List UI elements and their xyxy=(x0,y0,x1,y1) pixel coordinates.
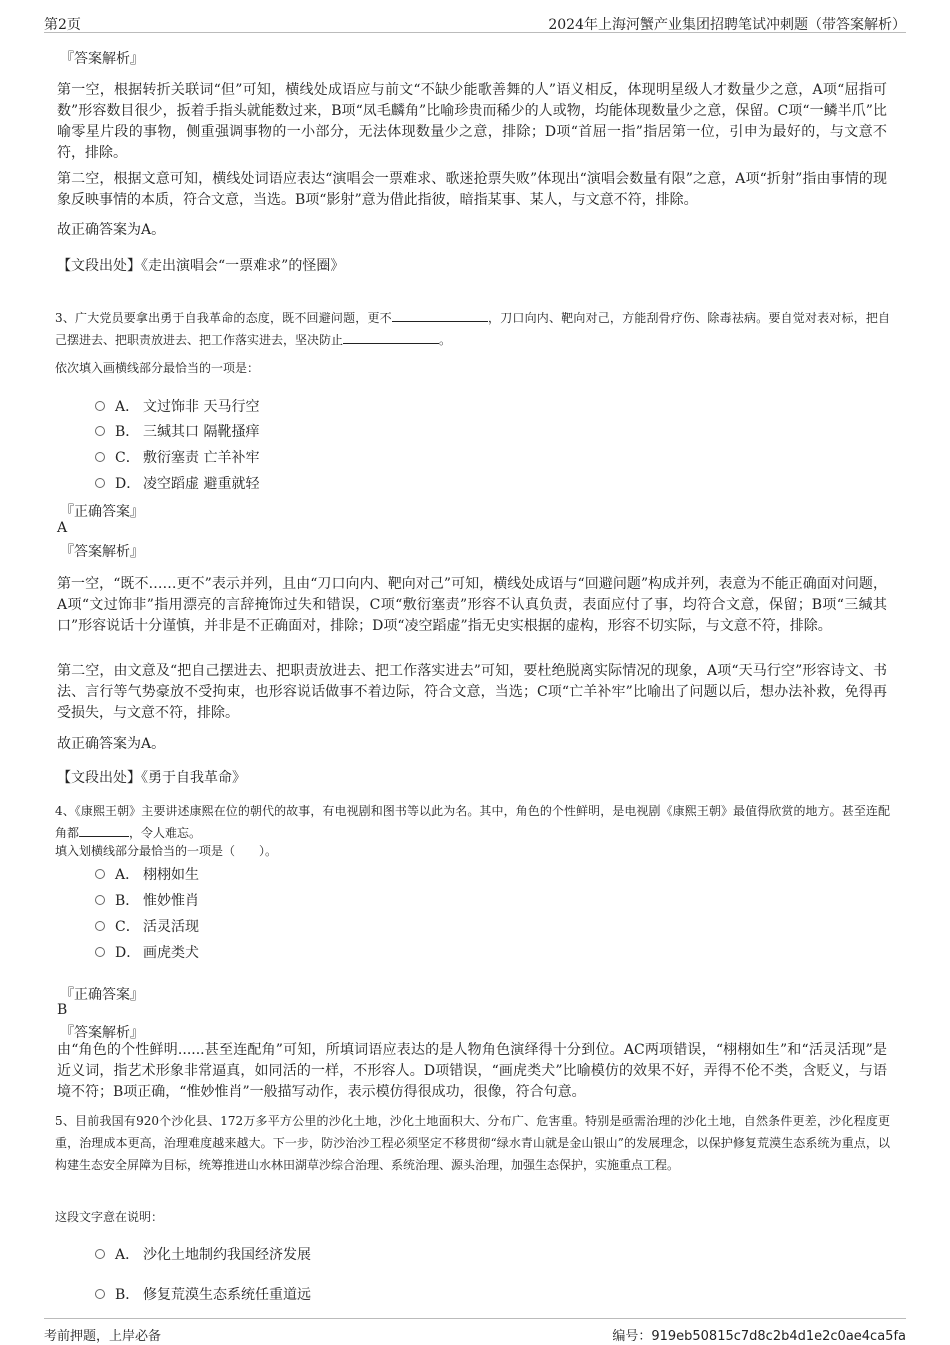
q3-instruction: 依次填入画横线部分最恰当的一项是： xyxy=(55,361,260,375)
q3-analysis-label: 『答案解析』 xyxy=(60,544,144,560)
footer-slogan: 考前押题，上岸必备 xyxy=(44,1329,162,1344)
q2-source: 【文段出处】《走出演唱会“一票难求”的怪圈》 xyxy=(57,258,345,274)
q4-option-c[interactable]: C． 活灵活现 xyxy=(95,916,199,936)
q3-option-a[interactable]: A． 文过饰非 天马行空 xyxy=(95,396,259,416)
q3-analysis-p1: 第一空，“既不……更不”表示并列，且由“刀口向内、靶向对己”可知，横线处成语与“回避问题”构成并列，表意为不能正确面对问题，A项“文过饰非”指用漂亮的言辞掩饰过失和错误，C项“敷衍塞责”形容不认真负责，表面应付了事，均符合文意，保留；B项“三缄其口”形容说话十分谨慎，并非是不正确面对，排除；D项“凌空蹈虚”指无史实根据的虚构，形容不切实际，与文意不符，排除。 xyxy=(57,576,887,634)
q3-blank-2 xyxy=(343,343,439,344)
radio-icon[interactable] xyxy=(95,869,105,879)
q4-stem: 4、《康熙王朝》主要讲述康熙在位的朝代的故事，有电视剧和图书等以此为名。其中，角色的个性鲜明，是电视剧《康熙王朝》最值得欣赏的地方。甚至连配角都 ，令人难忘。 xyxy=(55,804,890,840)
q4-analysis-label: 『答案解析』 xyxy=(60,1025,144,1041)
q4-blank xyxy=(79,836,129,837)
radio-icon[interactable] xyxy=(95,895,105,905)
q4-option-b[interactable]: B． 惟妙惟肖 xyxy=(95,890,199,910)
q4-analysis-p1: 由“角色的个性鲜明......甚至连配角”可知，所填词语应表达的是人物角色演绎得十分到位。AC两项错误，“栩栩如生”和“活灵活现”是近义词，指艺术形象非常逼真，如同活的一样，不形容人。D项错误，“画虎类犬”比喻模仿的效果不好，弄得不伦不类，含贬义，与语境不符；B项正确，“惟妙惟肖”一般描写动作，表示模仿得很成功，很像，符合句意。 xyxy=(57,1042,887,1100)
radio-icon[interactable] xyxy=(95,1249,105,1259)
q3-conclusion: 故正确答案为A。 xyxy=(57,736,166,752)
radio-icon[interactable] xyxy=(95,478,105,488)
radio-icon[interactable] xyxy=(95,426,105,436)
q3-analysis-p2: 第二空，由文意及“把自己摆进去、把职责放进去、把工作落实进去”可知，要杜绝脱离实际情况的现象，A项“天马行空”形容诗文、书法、言行等气势豪放不受拘束，也形容说话做事不着边际，符合文意，当选；C项“亡羊补牢”比喻出了问题以后，想办法补救，免得再受损失，与文意不符，排除。 xyxy=(57,663,887,721)
radio-icon[interactable] xyxy=(95,452,105,462)
q3-option-b[interactable]: B． 三缄其口 隔靴搔痒 xyxy=(95,421,259,441)
q4-instruction: 填入划横线部分最恰当的一项是（ ）。 xyxy=(55,844,278,858)
q3-answer-label: 『正确答案』 xyxy=(60,504,144,520)
q3-option-d[interactable]: D． 凌空蹈虚 避重就轻 xyxy=(95,473,259,493)
q4-option-a[interactable]: A． 栩栩如生 xyxy=(95,864,199,884)
page-number: 第2页 xyxy=(44,17,81,33)
page-header xyxy=(44,0,906,33)
document-id: 编号：919eb50815c7d8c2b4d1e2c0ae4ca5fa xyxy=(612,1329,906,1344)
q5-option-a[interactable]: A． 沙化土地制约我国经济发展 xyxy=(95,1244,311,1264)
q3-option-c[interactable]: C． 敷衍塞责 亡羊补牢 xyxy=(95,447,259,467)
page-footer xyxy=(44,1318,906,1345)
q2-analysis-p2: 第二空，根据文意可知，横线处词语应表达“演唱会一票难求、歌迷抢票失败”体现出“演唱会数量有限”之意，A项“折射”指由事情的现象反映事情的本质，符合文意，当选。B项“影射”意为借此指彼，暗指某事、某人，与文意不符，排除。 xyxy=(57,171,887,208)
q5-stem: 5、目前我国有920个沙化县、172万多平方公里的沙化土地，沙化土地面积大、分布广、危害重。特别是亟需治理的沙化土地，自然条件更差，沙化程度更重，治理成本更高，治理难度越来越大。下一步，防沙治沙工程必须坚定不移贯彻“绿水青山就是金山银山”的发展理念，以保护修复荒漠生态系统为重点，以构建生态安全屏障为目标，统筹推进山水林田湖草沙综合治理、系统治理、源头治理，加强生态保护，实施重点工程。 xyxy=(55,1114,890,1172)
q4-option-d[interactable]: D． 画虎类犬 xyxy=(95,942,199,962)
radio-icon[interactable] xyxy=(95,947,105,957)
q4-answer-label: 『正确答案』 xyxy=(60,987,144,1003)
q5-option-b[interactable]: B． 修复荒漠生态系统任重道远 xyxy=(95,1284,311,1304)
q3-blank-1 xyxy=(392,321,488,322)
q2-analysis-p1: 第一空，根据转折关联词“但”可知，横线处成语应与前文“不缺少能歌善舞的人”语义相反，体现明星级人才数量少之意，A项“屈指可数”形容数目很少，扳着手指头就能数过来，B项“凤毛麟角”比喻珍贵而稀少的人或物，均能体现数量少之意，保留。C项“一鳞半爪”比喻零星片段的事物，侧重强调事物的一小部分，无法体现数量少之意，排除；D项“首屈一指”指居第一位，引申为最好的，与文意不符，排除。 xyxy=(57,82,887,161)
document-title: 2024年上海河蟹产业集团招聘笔试冲刺题（带答案解析） xyxy=(548,17,906,33)
q5-instruction: 这段文字意在说明： xyxy=(55,1210,164,1224)
radio-icon[interactable] xyxy=(95,1289,105,1299)
q2-conclusion: 故正确答案为A。 xyxy=(57,222,166,238)
q3-stem: 3、广大党员要拿出勇于自我革命的态度，既不回避问题，更不 ，刀口向内、靶向对己，方能刮骨疗伤、除毒祛病。要自觉对表对标，把自己摆进去、把职责放进去、把工作落实进去，坚决防止 。 xyxy=(55,311,890,347)
q2-analysis-label: 『答案解析』 xyxy=(60,51,144,67)
radio-icon[interactable] xyxy=(95,401,105,411)
q3-answer: A xyxy=(57,520,68,536)
q3-source: 【文段出处】《勇于自我革命》 xyxy=(57,770,246,786)
radio-icon[interactable] xyxy=(95,921,105,931)
q4-answer: B xyxy=(57,1002,68,1018)
